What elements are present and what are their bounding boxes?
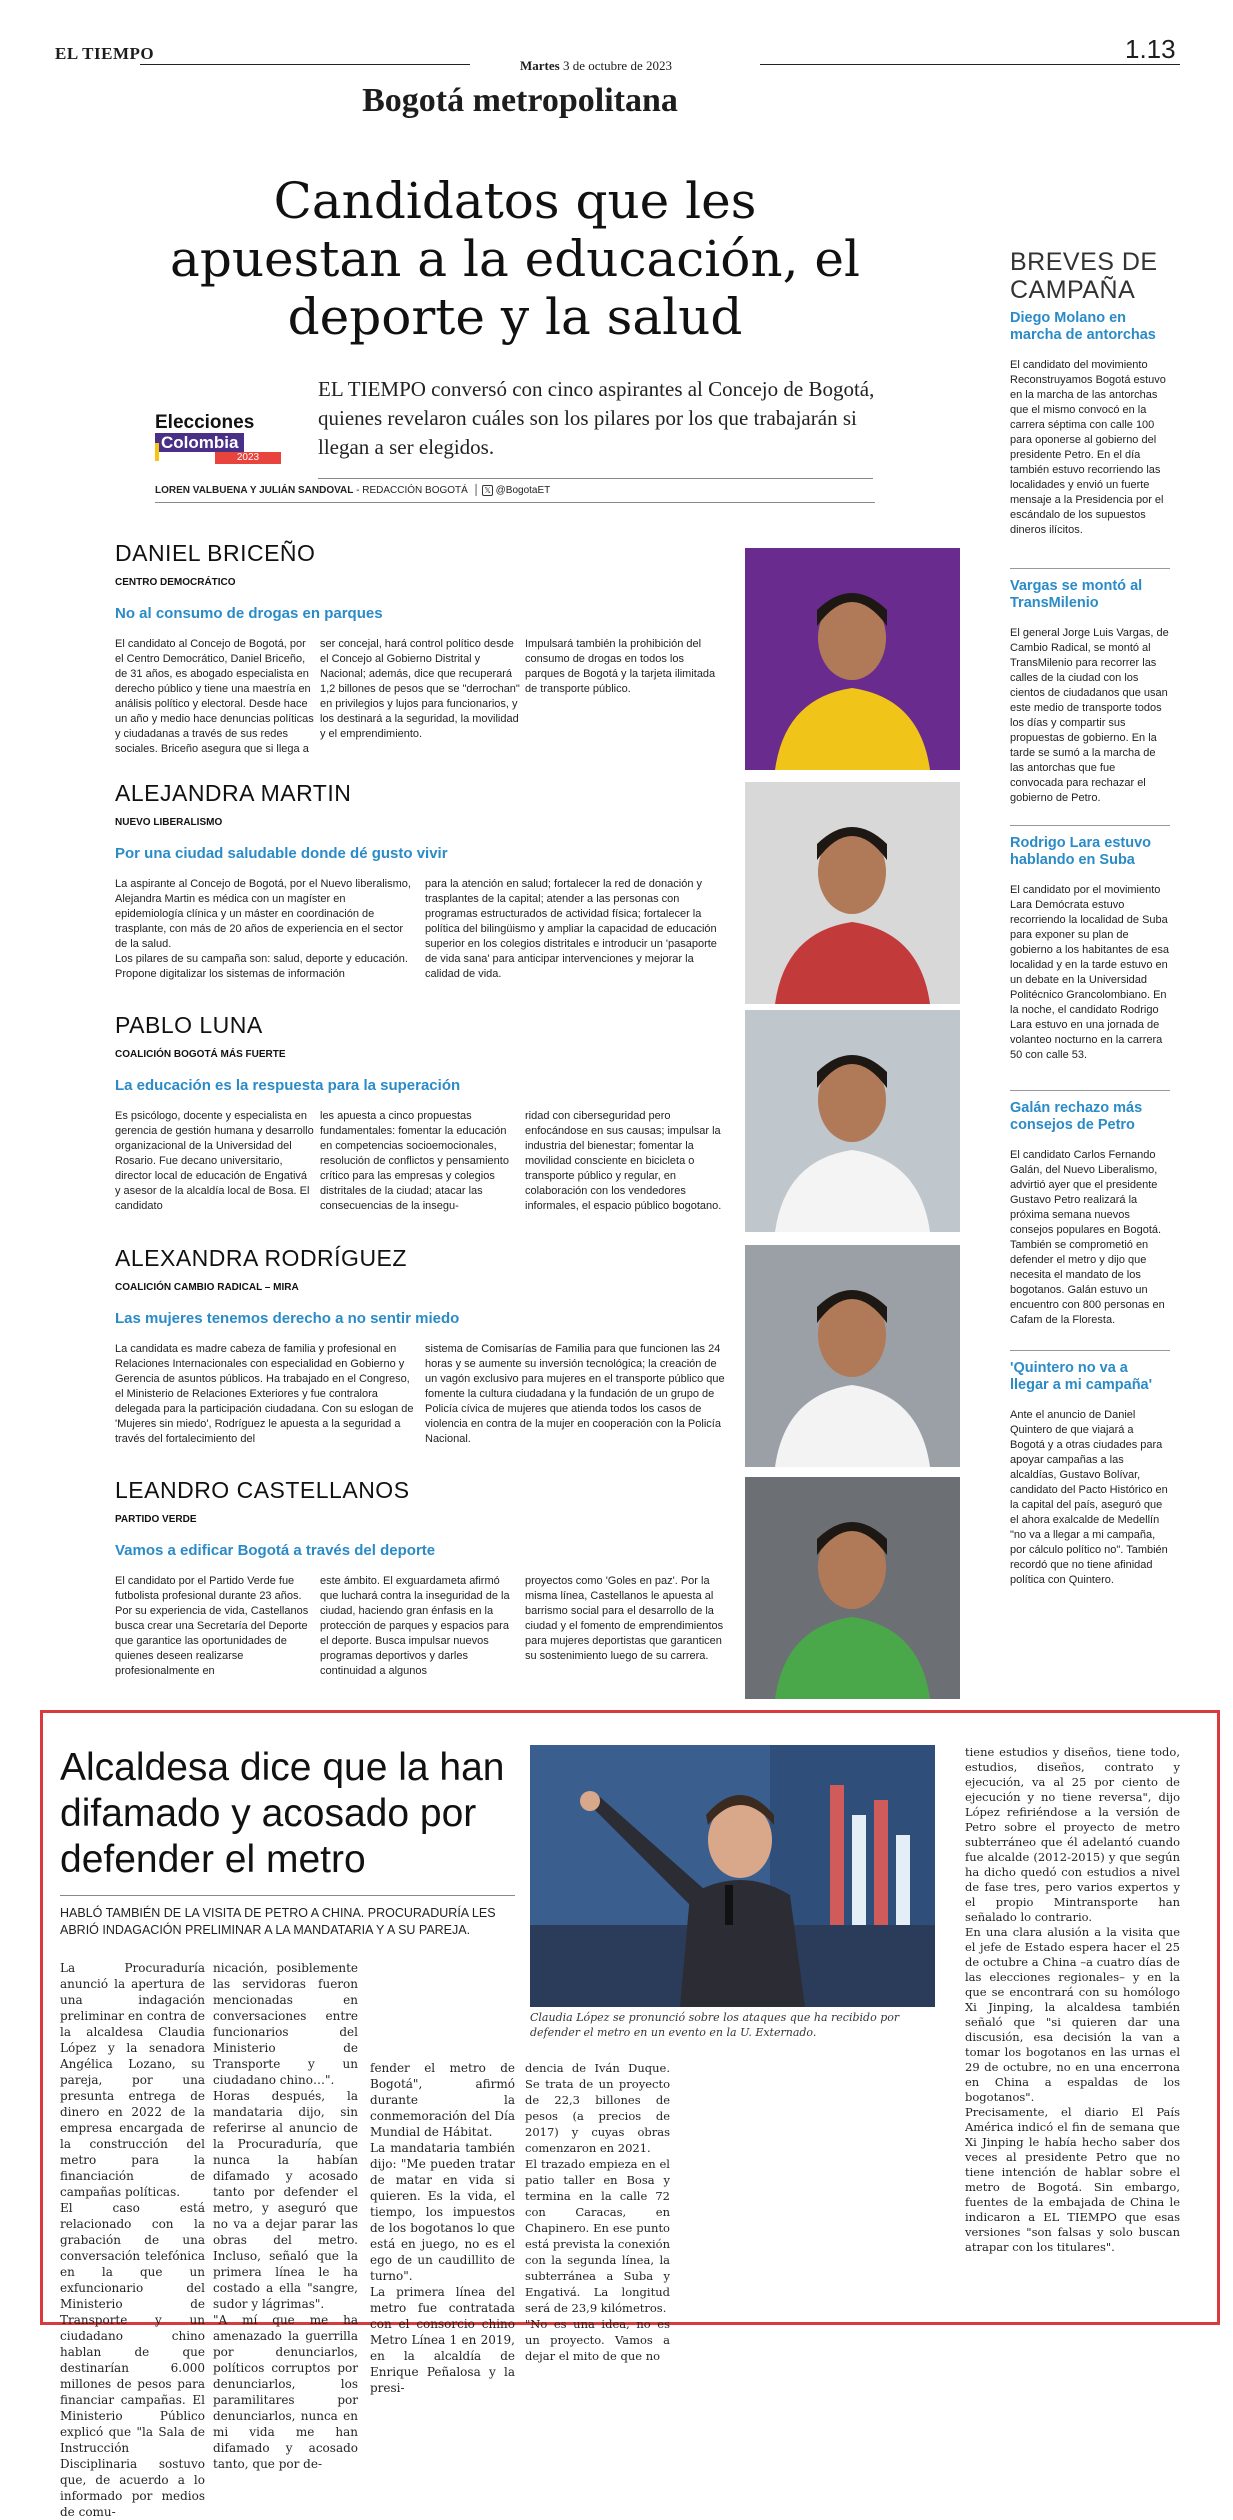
brief-title: Rodrigo Lara estuvo hablando en Suba [1010,835,1151,868]
candidate-text-column: les apuesta a cinco propuestas fundamentales: fomentar la educación en competencias socioemocionales, resolución de conflictos y pensamiento crítico para las empresas y colegios distritales de la ciudad; atacar las consecuencias de la insegu- [320,1110,509,1212]
brief-divider [1010,1350,1170,1351]
section-title: Bogotá metropolitana [362,82,678,119]
brief-text: El general Jorge Luis Vargas, de Cambio Radical, se montó al TransMilenio para recorrer las calles de la ciudad con los cientos de ciudadanos que usan este medio de transporte todos los días y compartir sus propuestas de gobierno. En la tarde se sumó a la marcha de las antorchas que fue convocada para rechazar el gobierno de Petro. [1010,627,1169,804]
candidate-text-column: Impulsará también la prohibición del consumo de drogas en todos los parques de Bogotá y la tarjeta ilimitada de transporte público. [525,638,716,695]
box-col-5: tiene estudios y diseños, tiene todo, estudios, diseños, contrato y ejecución, va al 25 por ciento de ejecución y no tiene reversa", dijo López refiriéndose a la versión de Petro sobre el proyecto de metro subterráneo que él adelantó cuando fue alcalde (2012-2015) y que según ha dicho quedó con estudios a nivel de fase tres, pero varios expertos y el propio Mintransporte han señalado lo contrario. En una clara alusión a la visita que el jefe de Estado espera hacer el 25 de octubre a China –a cuatro días de las elecciones regionales– y en la que se encontrará con su homólogo Xi Jinping, la alcaldesa también señaló que "si quieren dar una discusión, esa decisión la van a tomar los bogotanos en las urnas el 29 de octubre, no en una encerrona en China a espaldas de los bogotanos". Precisamente, el diario El País América indicó el fin de semana que Xi Jinping le había hecho saber dos veces al presidente Petro que no tiene intención de hablar sobre el metro de Bogotá. Sin embargo, fuentes de la embajada de China le indicaron a EL TIEMPO que esas versiones "son falsas y solo buscan atrapar con los titulares". [965,1745,1180,2254]
candidate-slogan: No al consumo de drogas en parques [115,605,383,622]
candidate-slogan: La educación es la respuesta para la superación [115,1077,461,1094]
article-deck: EL TIEMPO conversó con cinco aspirantes al Concejo de Bogotá, quienes revelaron cuáles son los pilares por los que trabajarán si llegan a ser elegidos. [318,377,875,459]
brief-text: El candidato Carlos Fernando Galán, del Nuevo Liberalismo, advirtió ayer que el presidente Gustavo Petro realizará la próxima semana nuevos consejos populares en Bogotá. También se comprometió en defender el metro y dijo que necesita el mandato de los bogotanos. Galán estuvo un encuentro con 800 personas en Cafam de la Floresta. [1010,1149,1165,1326]
main-headline: Candidatos que les apuestan a la educación, el deporte y la salud [170,172,860,346]
elecciones-logo: Elecciones Colombia 2023 [155,413,282,471]
box-headline: Alcaldesa dice que la han difamado y acosado por defender el metro [60,1746,505,1881]
candidate-name: ALEJANDRA MARTIN [115,780,352,806]
deck-rule [318,478,873,479]
candidate-photo [745,782,960,1004]
candidate-party: NUEVO LIBERALISMO [115,817,223,828]
brief-divider [1010,568,1170,569]
candidate-text-column: este ámbito. El exguardameta afirmó que luchará contra la inseguridad de la ciudad, haciendo gran énfasis en la protección de parques y espacios para el deporte. Busca impulsar nuevos programas deportivos y darles continuidad a algunos [320,1575,510,1677]
candidate-slogan: Las mujeres tenemos derecho a no sentir miedo [115,1310,460,1327]
candidate-text-column: para la atención en salud; fortalecer la red de donación y trasplantes de la capital; atender a las personas con programas estructurados de actividad física; fortalecer la política del bilingüismo y ampliar la capacidad de educación superior en los colegios distritales e introducir un 'pasaporte de vida sana' para anticipar intervenciones y mejorar la calidad de vida. [425,878,717,980]
brief-title: Vargas se montó al TransMilenio [1010,578,1143,611]
candidate-party: COALICIÓN CAMBIO RADICAL – MIRA [115,1282,299,1293]
page-number: 1.13 [1125,34,1176,64]
candidate-text-column: El candidato al Concejo de Bogotá, por el Centro Democrático, Daniel Briceño, de 31 años, es abogado especialista en derecho público y tiene una maestría en análisis político y electoral. Desde hace un año y medio hace denuncias políticas y ciudadanas a través de sus redes sociales. Briceño asegura que si llega a [115,638,314,755]
brief-divider [1010,825,1170,826]
byline-rule [155,502,875,503]
candidate-text-column: proyectos como 'Goles en paz'. Por la misma línea, Castellanos le apuesta al barrismo social para el desarrollo de la ciudad y el fomento de emprendimientos para mujeres deportistas que garanticen su sostenimiento luego de su carrera. [525,1575,724,1662]
box-col-3: fender el metro de Bogotá", afirmó durante la conmemoración del Día Mundial de Hábitat. La mandataria también dijo: "Me pueden tratar de matar en vida si quieren. Es la vida, el tiempo, los impuestos de los bogotanos lo que está en juego, no es el ego de un caudillito de turno". La primera línea del metro fue contratada con el consorcio chino Metro Línea 1 en 2019, en la alcaldía de Enrique Peñalosa y la presi- [370,2061,515,2395]
photo-claudia-lopez [530,1745,935,2007]
x-icon: 𝕏 [484,486,491,495]
candidate-text-column: El candidato por el Partido Verde fue futbolista profesional durante 23 años. Por su experiencia de vida, Castellanos busca crear una Secretaría del Deporte que garantice las oportunidades de quienes deseen realizarse profesionalmente en [115,1575,309,1677]
candidate-text-column: La candidata es madre cabeza de familia y profesional en Relaciones Internacionales con especialidad en Gobierno y Gerencia de asuntos públicos. Ha trabajado en el Congreso, el Ministerio de Relaciones Exteriores y fue contralora delegada para la participación ciudadana. Con su eslogan de 'Mujeres sin miedo', Rodríguez le apuesta a la seguridad a través del fortalecimiento del [115,1343,414,1445]
candidate-name: DANIEL BRICEÑO [115,540,316,566]
photo-illustration [530,1745,935,2007]
brief-text: El candidato del movimiento Reconstruyamos Bogotá estuvo en la marcha de las antorchas que el mismo convocó en la carrera séptima con calle 100 para oponerse al gobierno del presidente Petro. En el día también estuvo recorriendo las localidades y envió un fuerte mensaje a la Presidencia por el escándalo de los supuestos dineros ilícitos. [1010,359,1166,536]
candidate-name: PABLO LUNA [115,1012,263,1038]
byline: LOREN VALBUENA Y JULIÁN SANDOVAL - REDACCIÓN BOGOTÁ │ 𝕏 @BogotaET [155,485,551,496]
brief-title: Diego Molano en marcha de antorchas [1010,310,1156,343]
newspaper-logo: EL TIEMPO [55,44,155,63]
box-col-1: La Procuraduría anunció la apertura de una indagación preliminar en contra de la alcaldesa Claudia López y la senadora Angélica Lozano, su pareja, por una presunta entrega de dinero en 2022 de la empresa encargada de la construcción del metro para la financiación de campañas políticas. El caso está relacionado con la grabación de una conversación telefónica en la que un exfuncionario del Ministerio de Transporte y un ciudadano chino hablan de que destinarían 6.000 millones de pesos para financiar campañas. El Ministerio Público explicó que "la Sala de Instrucción Disciplinaria sostuvo que, de acuerdo a lo informado por medios de comu- [60,1961,205,2519]
candidate-name: ALEXANDRA RODRÍGUEZ [115,1245,407,1271]
candidate-slogan: Por una ciudad saludable donde dé gusto vivir [115,845,448,862]
box-deck: HABLÓ TAMBIÉN DE LA VISITA DE PETRO A CHINA. PROCURADURÍA LES ABRIÓ INDAGACIÓN PRELIMINAR A LA MANDATARIA Y A SU PAREJA. [60,1906,496,1937]
candidate-text-column: Es psicólogo, docente y especialista en gerencia de gestión humana y desarrollo organizacional de la Universidad del Rosario. Fue decano universitario, director local de educación de Engativá y asesor de la alcaldía local de Bosa. El candidato [115,1110,314,1212]
box-col-4: dencia de Iván Duque. Se trata de un proyecto de 22,3 billones de pesos (a precios de 2017) y cuyas obras comenzaron en 2021. El trazado empieza en el patio taller en Bosa y termina en la calle 72 con Caracas, en Chapinero. En ese punto está prevista la conexión con la segunda línea, la subterránea a Suba y Engativá. La longitud será de 23,9 kilómetros. "No es una idea, no es un proyecto. Vamos a dejar el mito de que no [525,2061,670,2363]
candidate-photo [745,548,960,770]
candidate-photo [745,1477,960,1699]
masthead-rule-left [140,64,470,65]
candidate-photo [745,1010,960,1232]
brief-text: El candidato por el movimiento Lara Demócrata estuvo recorriendo la localidad de Suba para exponer su plan de gobierno a los habitantes de esa localidad y en la tarde estuvo en un debate en la Universidad Politécnico Grancolombiano. En la noche, el candidato Rodrigo Lara estuvo en una jornada de volanteo nocturno en la carrera 50 con calle 53. [1010,884,1170,1061]
candidate-text-column: ser concejal, hará control político desde el Concejo al Gobierno Distrital y Nacional; además, dice que recuperará 1,2 billones de pesos que se "derrochan" en privilegios y lujos para funcionarios, y los destinará a la seguridad, la movilidad y el emprendimiento. [320,638,520,740]
issue-date: Martes 3 de octubre de 2023 [520,58,672,73]
brief-title: 'Quintero no va a llegar a mi campaña' [1010,1360,1153,1393]
candidate-text-column: La aspirante al Concejo de Bogotá, por el Nuevo liberalismo, Alejandra Martin es médica con un magíster en epidemiología clínica y un máster en coordinación de trasplante, con más de 20 años de experiencia en el sector de la salud. Los pilares de su campaña son: salud, deporte y educación. Propone digitalizar los sistemas de información [115,878,411,980]
sidebar-title: BREVES DE CAMPAÑA [1010,248,1158,304]
candidate-party: COALICIÓN BOGOTÁ MÁS FUERTE [115,1049,286,1060]
box-col-2: nicación, posiblemente las servidoras fueron mencionadas en conversaciones entre funcionarios del Ministerio de Transporte y un ciudadano chino…". Horas después, la mandataria dijo, sin referirse al anuncio de la Procuraduría, que nunca la habían difamado y acosado tanto por defender el metro, y aseguró que no va a dejar parar las obras del metro. Incluso, señaló que la primera línea le ha costado a ella "sangre, sudor y lágrimas". "A mí que me ha amenazado la guerrilla por denunciarlos, políticos corruptos por denunciarlos, los paramilitares por denunciarlos, nunca en mi vida me han difamado y acosado tanto, que por de- [213,1961,358,2471]
candidate-text-column: sistema de Comisarías de Familia para que funcionen las 24 horas y se aumente su inversión tecnológica; la creación de un vagón exclusivo para mujeres en el transporte público que fomente la cultura ciudadana y la fundación de un grupo de Policía cívica de mujeres que atienda todos los casos de violencia en contra de la mujer en cooperación con la Policía Nacional. [425,1343,725,1445]
candidate-text-column: ridad con ciberseguridad pero enfocándose en sus causas; impulsar la industria del bienestar; fomentar la movilidad consciente en bicicleta o transporte público y regular, en colaboración con los vendedores informales, el espacio público bogotano. [525,1110,722,1212]
masthead-rule-right [760,64,1180,65]
candidate-party: CENTRO DEMOCRÁTICO [115,577,236,588]
brief-title: Galán rechazo más consejos de Petro [1010,1100,1143,1133]
candidate-photo [745,1245,960,1467]
candidate-party: PARTIDO VERDE [115,1514,197,1525]
photo-caption: Claudia López se pronunció sobre los ataques que ha recibido por defender el metro en un evento en la U. Externado. [530,2011,900,2039]
candidate-name: LEANDRO CASTELLANOS [115,1477,410,1503]
brief-text: Ante el anuncio de Daniel Quintero de que viajará a Bogotá y a otras ciudades para apoyar campañas a las alcaldías, Gustavo Bolívar, candidato del Pacto Histórico en la capital del país, aseguró que el ahora exalcalde de Medellín "no va a llegar a mi campaña, por cálculo político no". También recordó que no tiene afinidad política con Quintero. [1010,1409,1168,1586]
box-headline-rule [60,1895,515,1896]
brief-divider [1010,1090,1170,1091]
candidate-slogan: Vamos a edificar Bogotá a través del deporte [115,1542,436,1559]
